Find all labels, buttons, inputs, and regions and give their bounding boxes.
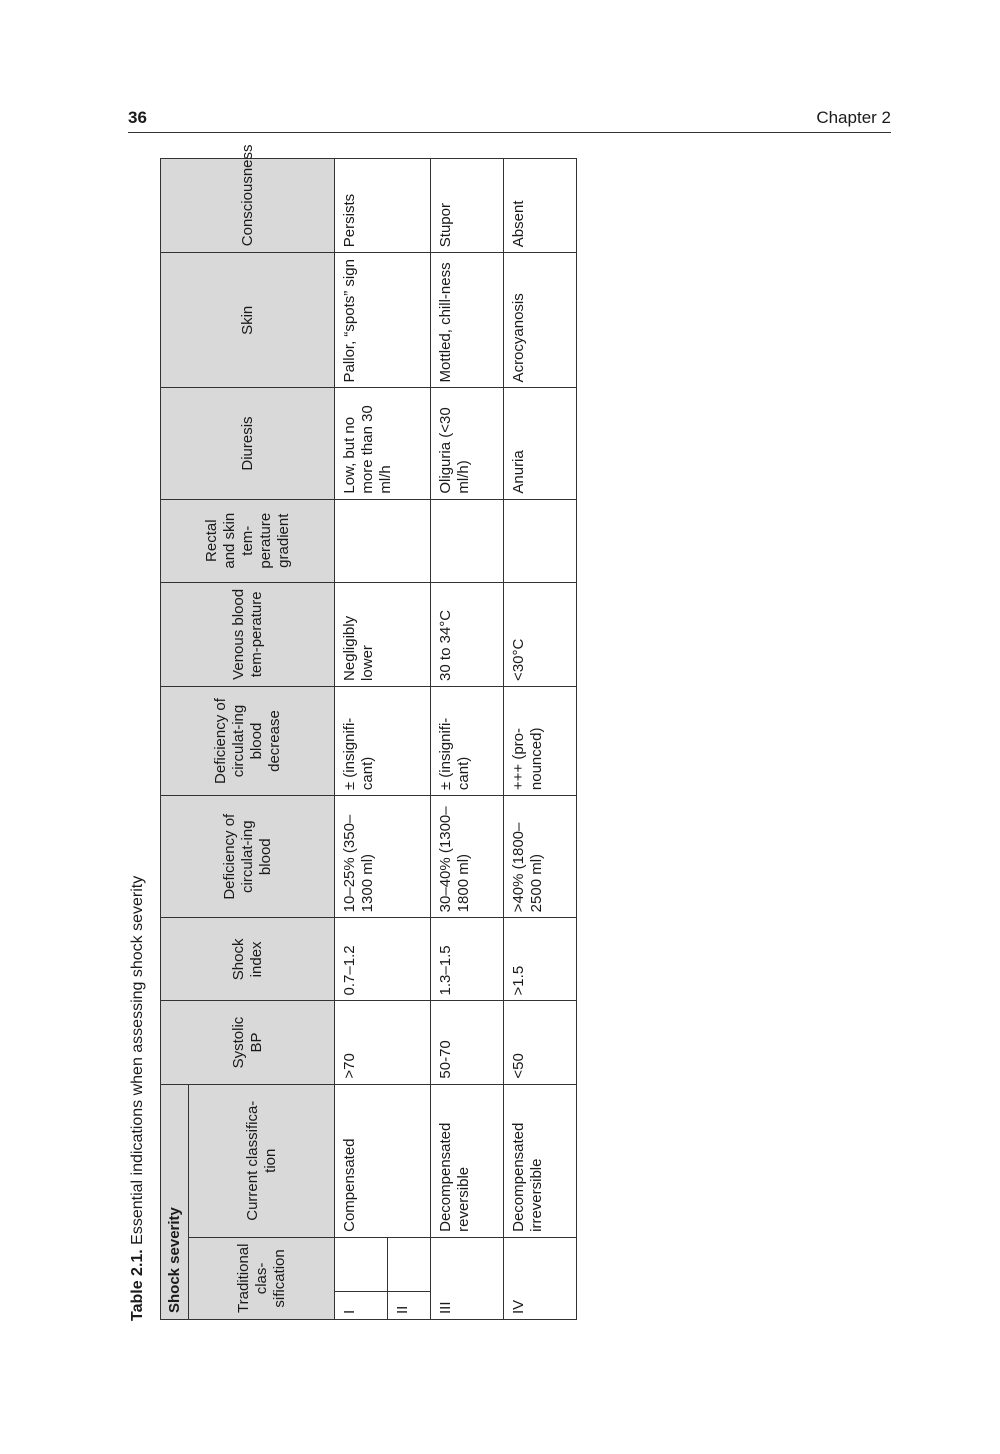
col-header-venous-temp	[161, 582, 335, 686]
cell-venous-temp: Negligibly lower	[335, 582, 431, 686]
cell-systolic-bp: >70	[335, 1001, 431, 1084]
col-header-label: Consciousness	[238, 144, 256, 247]
cell-diuresis: Low, but no more than 30 ml/h	[335, 388, 431, 499]
cell-deficiency: >40% (1800–2500 ml)	[504, 796, 577, 918]
cell-deficiency: 10–25% (350–1300 ml)	[335, 796, 431, 918]
cell-traditional: I	[335, 1291, 388, 1319]
cell-skin: Pallor, “spots” sign	[335, 253, 431, 388]
caption-label: Table 2.1.	[129, 1249, 146, 1321]
cell-venous-temp: <30°C	[504, 582, 577, 686]
cell-skin: Mottled, chill-ness	[431, 253, 504, 388]
col-header-deficiency	[161, 796, 335, 918]
col-header-label: Diuresis	[238, 416, 256, 471]
cell-diuresis: Anuria	[504, 388, 577, 499]
col-header-shock-index	[161, 918, 335, 1001]
cell-deficiency-decrease: ± (insignifi-cant)	[431, 686, 504, 795]
cell-shock-index: 1.3–1.5	[431, 918, 504, 1001]
col-header-label: Traditional clas-sification	[234, 1243, 288, 1313]
cell-current: Decompensated reversible	[431, 1084, 504, 1237]
col-header-label: Venous blood tem-perature	[229, 588, 265, 680]
cell-systolic-bp: 50-70	[431, 1001, 504, 1084]
cell-consciousness: Absent	[504, 159, 577, 253]
cell-traditional-sub	[335, 1237, 388, 1291]
cell-deficiency-decrease: ± (insignifi-cant)	[335, 686, 431, 795]
cell-gradient	[504, 499, 577, 582]
header-rule	[128, 132, 891, 133]
table-row	[504, 159, 577, 1320]
col-header-label: Shock index	[229, 938, 265, 981]
cell-consciousness: Persists	[335, 159, 431, 253]
col-header-skin	[161, 253, 335, 388]
cell-consciousness: Stupor	[431, 159, 504, 253]
chapter-title: Chapter 2	[816, 108, 891, 127]
col-header-label: Rectal and skin tem-perature gradient	[202, 512, 292, 569]
col-header-diuresis	[161, 388, 335, 499]
cell-shock-index: >1.5	[504, 918, 577, 1001]
cell-diuresis: Oliguria (<30 ml/h)	[431, 388, 504, 499]
cell-traditional: IV	[504, 1237, 577, 1319]
col-header-deficiency-decrease	[161, 686, 335, 795]
col-header-consciousness	[161, 144, 335, 253]
col-header-current	[189, 1084, 335, 1237]
cell-traditional: III	[431, 1237, 504, 1319]
page-number: 36	[128, 108, 147, 127]
caption-text: Essential indications when assessing shock severity	[129, 875, 146, 1250]
table-row	[431, 159, 504, 1320]
cell-traditional: II	[388, 1291, 431, 1319]
cell-deficiency: 30–40% (1300–1800 ml)	[431, 796, 504, 918]
group-header-shock-severity: Shock severity	[161, 1084, 189, 1319]
cell-current: Compensated	[335, 1084, 431, 1237]
cell-systolic-bp: <50	[504, 1001, 577, 1084]
table-container	[160, 144, 577, 1320]
table-caption	[128, 876, 148, 1321]
cell-current: Decompensated irreversible	[504, 1084, 577, 1237]
cell-deficiency-decrease: +++ (pro-nounced)	[504, 686, 577, 795]
col-header-traditional	[189, 1237, 335, 1319]
cell-shock-index: 0.7–1.2	[335, 918, 431, 1001]
cell-gradient	[335, 499, 431, 582]
cell-skin: Acrocyanosis	[504, 253, 577, 388]
cell-gradient	[431, 499, 504, 582]
table-row	[335, 159, 388, 1320]
col-header-label: Skin	[238, 305, 256, 335]
col-header-label: Systolic BP	[229, 1016, 265, 1069]
col-header-label: Current classifica-tion	[243, 1100, 279, 1221]
col-header-label: Deficiency of circulat-ing blood	[220, 813, 274, 900]
col-header-gradient	[161, 499, 335, 582]
col-header-label: Deficiency of circulat-ing blood decrease	[211, 698, 283, 784]
shock-severity-table	[160, 144, 577, 1320]
cell-traditional-sub	[388, 1237, 431, 1291]
col-header-systolic-bp	[161, 1001, 335, 1084]
cell-venous-temp: 30 to 34°C	[431, 582, 504, 686]
